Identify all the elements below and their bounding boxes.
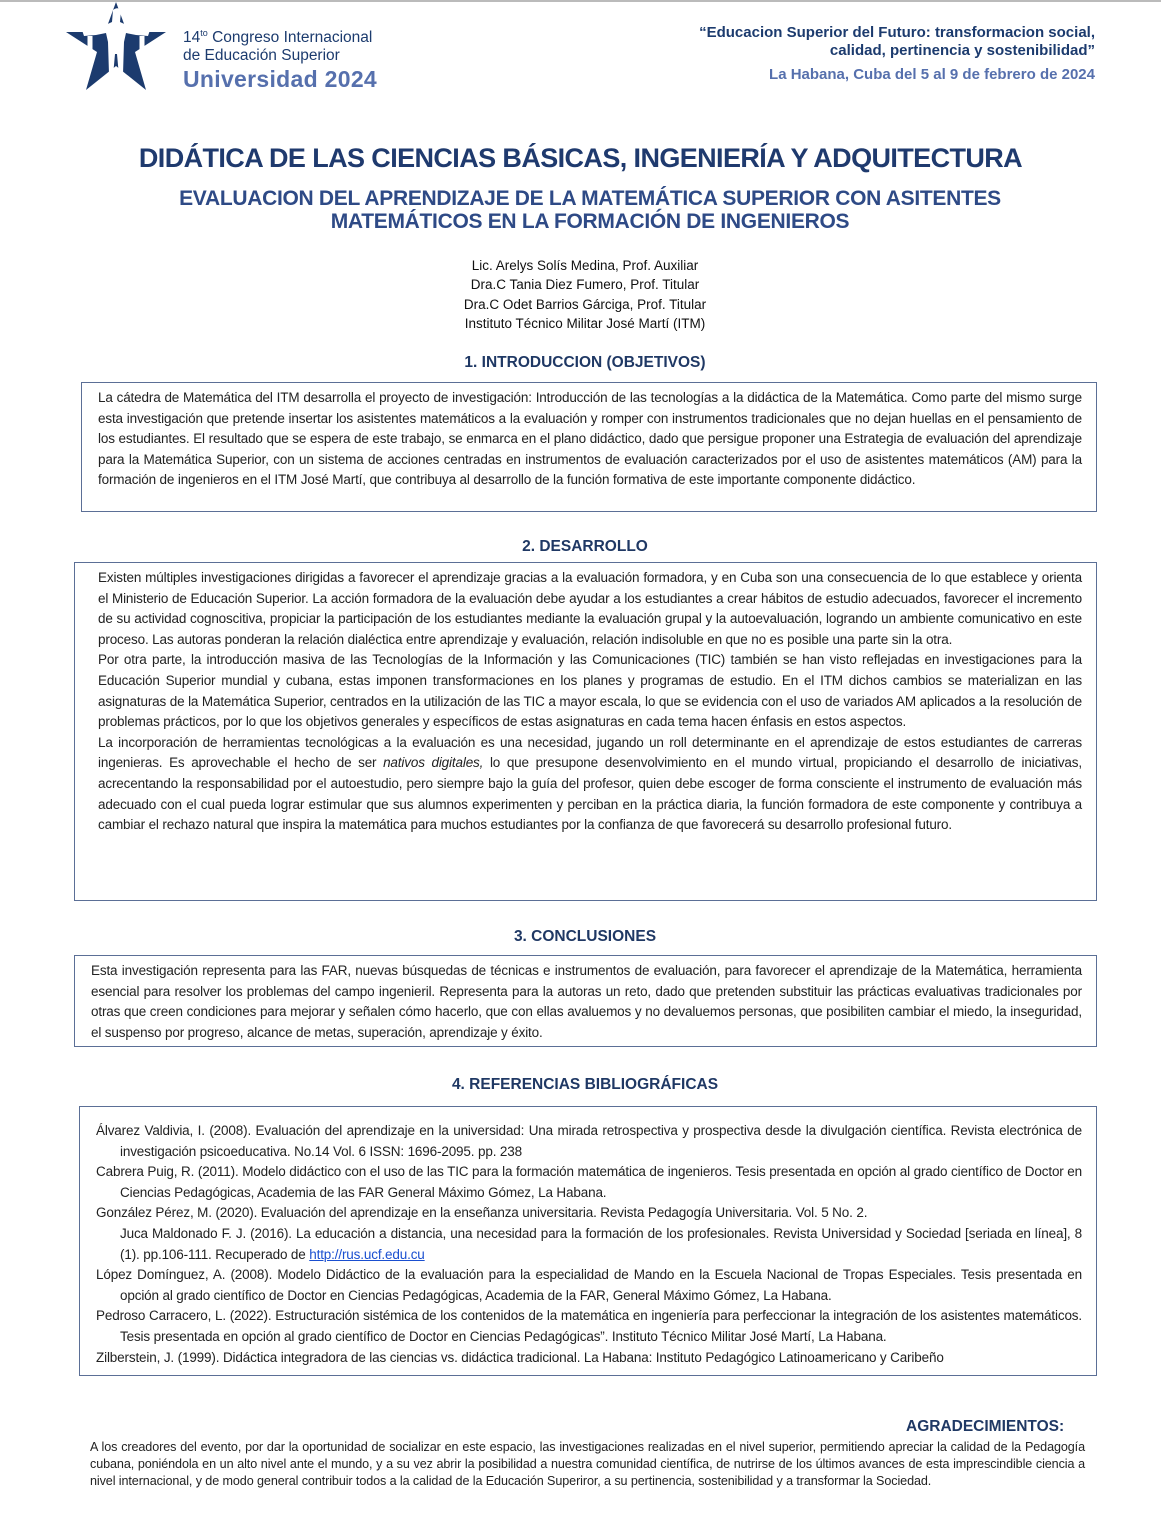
- author: Dra.C Tania Diez Fumero, Prof. Titular: [470, 277, 700, 293]
- institution: Instituto Técnico Militar José Martí (ITM): [464, 315, 706, 331]
- reference-item: Pedroso Carracero, L. (2022). Estructuración sistémica de los contenidos de la matemática en ingeniería para perfeccionar la integración de los asistentes matemáticos. Tesis presentada en opción al grado científico de Doctor en Ciencias Pedagógicas”. Instituto Técnico Militar José Martí, La Habana.: [96, 1308, 1082, 1344]
- author: Lic. Arelys Solís Medina, Prof. Auxiliar: [471, 258, 699, 273]
- congress-place-date: La Habana, Cuba del 5 al 9 de febrero de 2024: [769, 66, 1095, 83]
- desarrollo-paragraph: La incorporación de herramientas tecnológicas a la evaluación es una necesidad, jugando un roll determinante en el aprendizaje de estos estudiantes de carreras ingenieras. Es aprovechable el hecho de ser nativos digitales, lo que presupone desenvolvimiento en el mundo virtual, propiciando el desarrollo de iniciativas, acrecentando la responsabilidad por el autoestudio, pero siempre bajo la guía del profesor, quien debe escoger de forma consciente el instrumento de evaluación más adecuado con el cual pueda lograr estimular que sus alumnos experimenten y perciban en la práctica diaria, la función formadora de este componente y contribuya a cambiar el rechazo natural que inspira la matemática para muchos estudiantes por la confianza de que favorecerá su desarrollo profesional futuro.: [98, 734, 1082, 833]
- reference-item: Cabrera Puig, R. (2011). Modelo didáctico con el uso de las TIC para la formación matemática de ingenieros. Tesis presentada en opción al grado científico de Doctor en Ciencias Pedagógicas, Academia de las FAR General Máximo Gómez, La Habana.: [96, 1164, 1082, 1200]
- reference-item: Zilberstein, J. (1999). Didáctica integradora de las ciencias vs. didáctica tradicional. La Habana: Instituto Pedagógico Latinoamericano y Caribeño: [96, 1349, 944, 1365]
- author: Dra.C Odet Barrios Gárciga, Prof. Titular: [463, 296, 707, 312]
- reference-item: González Pérez, M. (2020). Evaluación del aprendizaje en la enseñanza universitaria. Revista Pedagogía Universitaria. Vol. 5 No. 2.: [96, 1205, 868, 1221]
- reference-item: López Domínguez, A. (2008). Modelo Didáctico de la evaluación para la especialidad de Mando en la Escuela Nacional de Tropas Especiales. Tesis presentada en opción al grado científico de Doctor en Ciencias Pedagógicas, Academia de la FAR, General Máximo Gómez, La Habana.: [96, 1267, 1082, 1303]
- top-border: [0, 0, 1161, 2]
- section-heading-referencias: 4. REFERENCIAS BIBLIOGRÁFICAS: [451, 1076, 719, 1093]
- page-subtitle: EVALUACION DEL APRENDIZAJE DE LA MATEMÁTICA SUPERIOR CON ASITENTES MATEMÁTICOS EN LA FORMACIÓN DE INGENIEROS: [179, 187, 1001, 233]
- desarrollo-paragraph: Por otra parte, la introducción masiva de las Tecnologías de la Información y las Comunicaciones (TIC) también se han visto reflejadas en investigaciones para la Educación Superior mundial y cubana, estas imponen transformaciones en los planes y programas de estudio. En el ITM dichos cambios se materializan en las asignaturas de la Matemática Superior, centrados en la utilización de las TIC a mayor escala, lo que se evidencia con el uso de variados AM aplicados a la resolución de problemas prácticos, por lo que los objetivos generales y específicos de estas asignaturas en cada tema hacen énfasis en estos aspectos.: [98, 652, 1082, 730]
- intro-text: La cátedra de Matemática del ITM desarrolla el proyecto de investigación: Introducción de las tecnologías a la didáctica de la Matemática. Como parte del mismo surge esta investigación que pretende insertar los asistentes matemáticos a la evaluación y romper con instrumentos tradicionales que no dejan huellas en el pensamiento de los estudiantes. El resultado que se espera de este trabajo, se enmarca en el plano didáctico, dado que persigue proponer una Estrategia de evaluación del aprendizaje para la Matemática Superior, con un sistema de acciones centradas en instrumentos de evaluación caracterizados por el uso de asistentes matemáticos (AM) para la formación de ingenieros en el ITM José Martí, que contribuya al desarrollo de la función formativa de este importante componente didáctico.: [98, 390, 1082, 488]
- section-heading-agradecimientos: AGRADECIMIENTOS:: [906, 1418, 1065, 1435]
- section-referencias-box: [79, 1106, 1097, 1376]
- desarrollo-paragraph: Existen múltiples investigaciones dirigidas a favorecer el aprendizaje gracias a la evaluación formadora, y en Cuba son una consecuencia de lo que establece y orienta el Ministerio de Educación Superior. La acción formadora de la evaluación debe ayudar a los estudiantes a crear hábitos de estudio adecuados, favorecer el incremento de su actividad cognoscitiva, propiciar la participación de los estudiantes mediante la evaluación grupal y la autoevaluación, logrando un ambiente comunicativo en este proceso. Las autoras ponderan la relación dialéctica entre aprendizaje y evaluación, relación indisoluble en que no es posible una parte sin la otra.: [98, 570, 1082, 647]
- authors: [0, 256, 1161, 333]
- section-desarrollo-box: [74, 562, 1097, 901]
- reference-item: Álvarez Valdivia, I. (2008). Evaluación del aprendizaje en la universidad: Una mirada retrospectiva y prospectiva desde la divulgación científica. Revista electrónica de investigación psicoeducativa. No.14 Vol. 6 ISSN: 1696-2095. pp. 238: [96, 1123, 1082, 1159]
- section-intro-box: [81, 382, 1097, 512]
- section-conclusiones-box: [74, 955, 1097, 1047]
- congress-name: $14^{to}$ Congreso Internacional de Educación Superior Universidad 2024: [183, 28, 378, 93]
- conclusiones-text: Esta investigación representa para las FAR, nuevas búsquedas de técnicas e instrumentos de evaluación, para favorecer el aprendizaje de la Matemática, herramienta esencial para resolver los problemas del campo ingenieril. Representa para la autoras un reto, dado que pretenden substituir las prácticas evaluativas tradicionales por otras que creen condiciones para mejorar y señalen cómo hacerlo, que con ellas avaluemos y no devaluemos personas, que posibiliten cambiar el miedo, la inseguridad, el suspenso por progreso, alcance de metas, superación, aprendizaje y éxito.: [91, 963, 1082, 1040]
- congress-star-logo-icon: [66, 2, 166, 90]
- section-heading-desarrollo: 2. DESARROLLO: [522, 538, 648, 555]
- agradecimientos-text: A los creadores del evento, por dar la oportunidad de socializar en este espacio, las investigaciones realizadas en el nivel superior, permitiendo apreciar la calidad de la Pedagogía cubana, poniéndola en un alto nivel ante el mundo, y a su vez abrir la posibilidad a nuestra comunidad científica, de nutrirse de los últimos avances de esta imprescindible ciencia a nivel internacional, y de modo general contribuir todos a la calidad de la Educación Superiror, a su pertinencia, sostenibilidad y a transformar la Sociedad.: [90, 1440, 1085, 1488]
- reference-link[interactable]: http://rus.ucf.edu.cu: [309, 1246, 425, 1262]
- section-heading-intro: 1. INTRODUCCION (OBJETIVOS): [464, 354, 706, 371]
- reference-item: Juca Maldonado F. J. (2016). La educación a distancia, una necesidad para la formación de los profesionales. Revista Universidad y Sociedad [seriada en línea], 8 (1). pp.106-111. Recuperado de http://rus.ucf.edu.cu: [120, 1225, 1082, 1262]
- page-title: DIDÁTICA DE LAS CIENCIAS BÁSICAS, INGENIERÍA Y ADQUITECTURA: [138, 143, 1023, 173]
- section-heading-conclusiones: 3. CONCLUSIONES: [513, 928, 657, 945]
- congress-slogan: “Educacion Superior del Futuro: transformacion social, calidad, pertinencia y sostenibilidad”: [699, 24, 1095, 59]
